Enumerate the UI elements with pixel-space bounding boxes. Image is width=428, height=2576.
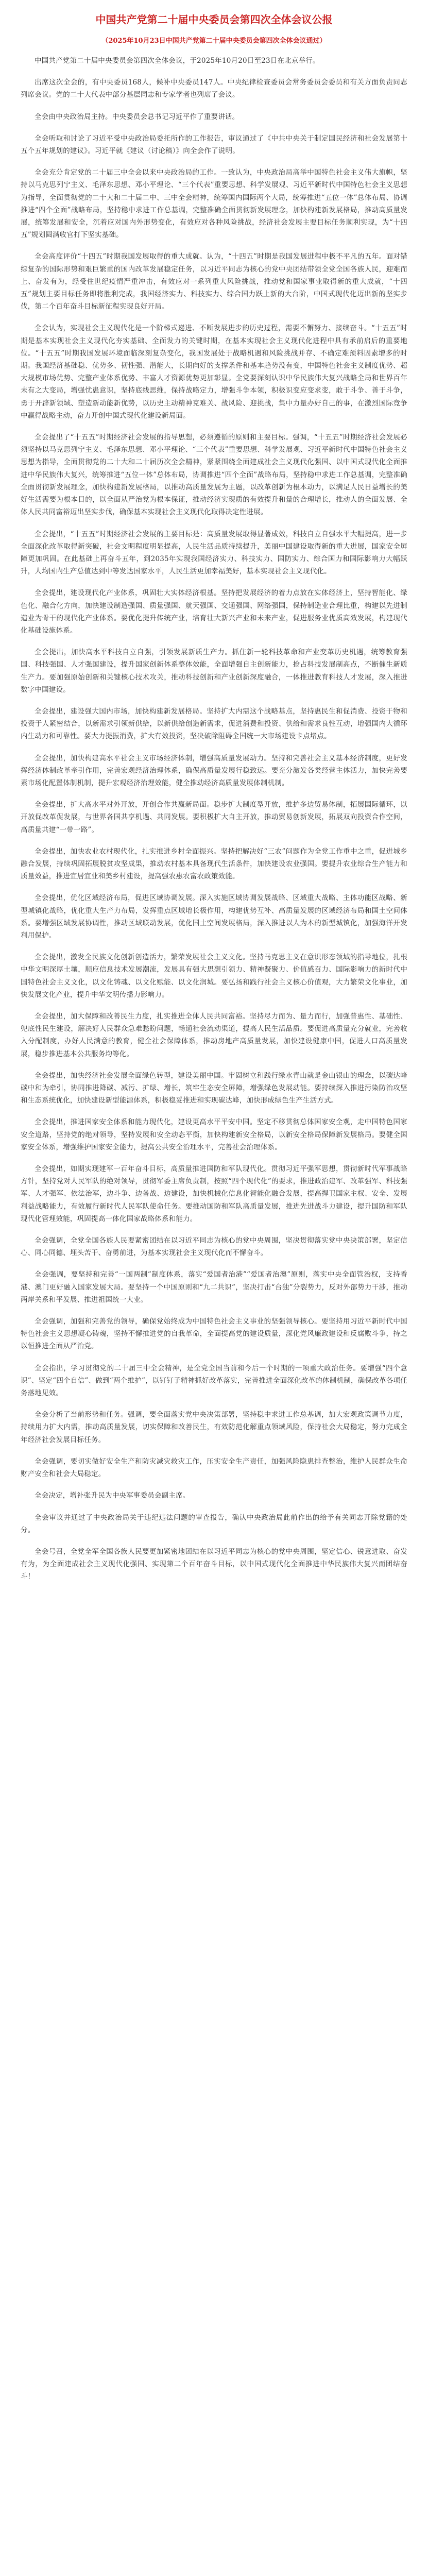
paragraph: 全会提出了“十五五”时期经济社会发展的指导思想，必须遵循的原则和主要目标。强调，“十五五”时期经济社会发展必须坚持以马克思列宁主义、毛泽东思想、邓小平理论、“三个代表”重要思想、科学发展观、习近平新时代中国特色社会主义思想为指导，全面贯彻党的二十大和二十届历次全会精神，紧紧围绕全面建成社会主义现代化强国、以中国式现代化全面推进中华民族伟大复兴，统筹推进“五位一体”总体布局，协调推进“四个全面”战略布局，坚持稳中求进工作总基调，完整准确全面贯彻新发展理念，加快构建新发展格局，以推动高质量发展为主题，以改革创新为根本动力，以满足人民日益增长的美好生活需要为根本目的，以全面从严治党为根本保证，推动经济实现质的有效提升和量的合理增长，推动人的全面发展、全体人民共同富裕迈出坚实步伐，确保基本实现社会主义现代化取得决定性进展。 — [21, 433, 407, 517]
paragraph: 全会提出，加大保障和改善民生力度，扎实推进全体人民共同富裕。坚持尽力而为、量力而行，加强普惠性、基础性、兜底性民生建设，解决好人民群众急难愁盼问题，畅通社会流动渠道，提高人民生活品质。要促进高质量充分就业，完善收入分配制度，办好人民满意的教育，健全社会保障体系，推动房地产高质量发展，加快建设健康中国，促进人口高质量发展，稳步推进基本公共服务均等化。 — [21, 1012, 407, 1058]
article-body — [21, 55, 407, 1583]
paragraph: 全会强调，全党全国各族人民要紧密团结在以习近平同志为核心的党中央周围，坚决贯彻落实党中央决策部署，坚定信心、同心同德、埋头苦干、奋勇前进，为基本实现社会主义现代化而不懈奋斗。 — [21, 1236, 407, 1258]
paragraph: 全会提出，如期实现建军一百年奋斗目标，高质量推进国防和军队现代化。贯彻习近平强军思想，贯彻新时代军事战略方针，坚持党对人民军队的绝对领导，贯彻军委主席负责制，按照“四个现代化”的要求，推进政治建军、改革强军、科技强军、人才强军、依法治军，边斗争、边备战、边建设，加快机械化信息化智能化融合发展，提高捍卫国家主权、安全、发展利益战略能力，有效履行新时代人民军队使命任务。要推动国防和军队高质量发展，推进先进战斗力建设，提升国防和军队现代化管理效能，巩固提高一体化国家战略体系和能力。 — [21, 1165, 407, 1223]
paragraph: 全会提出，加快农业农村现代化，扎实推进乡村全面振兴。坚持把解决好“三农”问题作为全党工作重中之重，促进城乡融合发展，持续巩固拓展脱贫攻坚成果，推动农村基本具备现代生活条件，加快建设农业强国。要提升农业综合生产能力和质量效益，推进宜居宜业和美乡村建设，提高强农惠农富农政策效能。 — [21, 847, 407, 881]
paragraph: 全会强调，要切实做好安全生产和防灾减灾救灾工作，压实安全生产责任，加强风险隐患排查整治，维护人民群众生命财产安全和社会大局稳定。 — [21, 1457, 407, 1479]
paragraph: 全会决定，增补张升民为中央军事委员会副主席。 — [35, 1492, 190, 1500]
paragraph: 全会提出，建设现代化产业体系，巩固壮大实体经济根基。坚持把发展经济的着力点放在实体经济上，坚持智能化、绿色化、融合化方向，加快建设制造强国、质量强国、航天强国、交通强国、网络强国，保持制造业合理比重，构建以先进制造业为骨干的现代化产业体系。要优化提升传统产业，培育壮大新兴产业和未来产业，促进服务业优质高效发展，构建现代化基础设施体系。 — [21, 589, 407, 635]
paragraph: 全会提出，扩大高水平对外开放，开创合作共赢新局面。稳步扩大制度型开放，维护多边贸易体制，拓展国际循环，以开放促改革促发展，与世界各国共享机遇、共同发展。要积极扩大自主开放，推动贸易创新发展，拓展双向投资合作空间，高质量共建“一带一路”。 — [21, 801, 407, 834]
article-title: 中国共产党第二十届中央委员会第四次全体会议公报 — [95, 13, 333, 26]
paragraph: 全会分析了当前形势和任务。强调，要全面落实党中央决策部署，坚持稳中求进工作总基调，加大宏观政策调节力度，持续用力扩大内需，推动高质量发展，切实保障和改善民生，有效防范化解重点领域风险，保持社会大局稳定，努力完成全年经济社会发展目标任务。 — [21, 1411, 407, 1444]
paragraph: 中国共产党第二十届中央委员会第四次全体会议，于2025年10月20日至23日在北京举行。 — [35, 57, 320, 65]
paragraph: 全会提出，“十五五”时期经济社会发展的主要目标是：高质量发展取得显著成效，科技自立自强水平大幅提高，进一步全面深化改革取得新突破，社会文明程度明显提高，人民生活品质持续提升，美丽中国建设取得新的重大进展，国家安全屏障更加巩固。在此基础上再奋斗五年，到2035年实现我国经济实力、科技实力、国防实力、综合国力和国际影响力大幅跃升，人均国内生产总值达到中等发达国家水平，人民生活更加幸福美好，基本实现社会主义现代化。 — [21, 530, 407, 576]
paragraph: 全会听取和讨论了习近平受中央政治局委托所作的工作报告，审议通过了《中共中央关于制定国民经济和社会发展第十五个五年规划的建议》。习近平就《建议（讨论稿）》向全会作了说明。 — [21, 134, 407, 156]
paragraph: 全会提出，加快经济社会发展全面绿色转型，建设美丽中国。牢固树立和践行绿水青山就是金山银山的理念，以碳达峰碳中和为牵引，协同推进降碳、减污、扩绿、增长，筑牢生态安全屏障，增强绿色发展动能。要持续深入推进污染防治攻坚和生态系统优化，加快建设新型能源体系，积极稳妥推进和实现碳达峰，加快形成绿色生产生活方式。 — [21, 1071, 407, 1105]
paragraph: 全会指出，学习贯彻党的二十届三中全会精神，是全党全国当前和今后一个时期的一项重大政治任务。要增强“四个意识”、坚定“四个自信”、做到“两个维护”，以钉钉子精神抓好改革落实，完善推进全面深化改革的体制机制，确保改革各项任务落地见效。 — [21, 1364, 407, 1398]
paragraph: 全会提出，加快高水平科技自立自强，引领发展新质生产力。抓住新一轮科技革命和产业变革历史机遇，统筹教育强国、科技强国、人才强国建设，提升国家创新体系整体效能，全面增强自主创新能力，抢占科技发展制高点，不断催生新质生产力。要加强原始创新和关键核心技术攻关，推动科技创新和产业创新深度融合，一体推进教育科技人才发展，深入推进数字中国建设。 — [21, 648, 407, 694]
paragraph: 全会认为，实现社会主义现代化是一个阶梯式递进、不断发展进步的历史过程，需要不懈努力、接续奋斗。“十五五”时期是基本实现社会主义现代化夯实基础、全面发力的关键时期，在基本实现社会主义现代化进程中具有承前启后的重要地位。“十五五”时期我国发展环境面临深刻复杂变化，我国发展处于战略机遇和风险挑战并存、不确定难预料因素增多的时期。我国经济基础稳、优势多、韧性强、潜能大，长期向好的支撑条件和基本趋势没有变，中国特色社会主义制度优势、超大规模市场优势、完整产业体系优势、丰富人才资源优势更加彰显。全党要深刻认识中华民族伟大复兴战略全局和世界百年未有之大变局，增强忧患意识，坚持底线思维，保持战略定力，增强斗争本领，积极识变应变求变，敢于斗争、善于斗争，勇于开辟新领域、塑造新动能新优势，以历史主动精神克难关、战风险、迎挑战，集中力量办好自己的事，在激烈国际竞争中赢得战略主动，奋力开创中国式现代化建设新局面。 — [21, 324, 407, 420]
paragraph: 全会提出，建设强大国内市场，加快构建新发展格局。坚持扩大内需这个战略基点，坚持惠民生和促消费、投资于物和投资于人紧密结合，以新需求引领新供给，以新供给创造新需求，促进消费和投资、供给和需求良性互动，增强国内大循环内生动力和可靠性。要大力提振消费，扩大有效投资，坚决破除阻碍全国统一大市场建设卡点堵点。 — [21, 707, 407, 741]
paragraph: 全会提出，推进国家安全体系和能力现代化，建设更高水平平安中国。坚定不移贯彻总体国家安全观，走中国特色国家安全道路，坚持党的绝对领导，坚持发展和安全动态平衡，加快构建新安全格局，以新安全格局保障新发展格局。要健全国家安全体系，增强维护国家安全能力，提高公共安全治理水平，完善社会治理体系。 — [21, 1118, 407, 1151]
paragraph: 全会提出，激发全民族文化创新创造活力，繁荣发展社会主义文化。坚持马克思主义在意识形态领域的指导地位，扎根中华文明深厚土壤，顺应信息技术发展潮流，发展具有强大思想引领力、精神凝聚力、价值感召力、国际影响力的新时代中国特色社会主义文化，以文化铸魂、以文化赋能、以文化润城。要弘扬和践行社会主义核心价值观，大力繁荣文化事业，加快发展文化产业，提升中华文明传播力影响力。 — [21, 953, 407, 999]
paragraph: 全会提出，加快构建高水平社会主义市场经济体制，增强高质量发展动力。坚持和完善社会主义基本经济制度，更好发挥经济体制改革牵引作用，完善宏观经济治理体系，确保高质量发展行稳致远。要充分激发各类经营主体活力，加快完善要素市场化配置体制机制，提升宏观经济治理效能，健全推动经济高质量发展体制机制。 — [21, 754, 407, 787]
paragraph: 全会强调，要坚持和完善“一国两制”制度体系，落实“爱国者治港”“爱国者治澳”原则，落实中央全面管治权，支持香港、澳门更好融入国家发展大局。要坚持一个中国原则和“九二共识”，坚决打击“台独”分裂势力，反对外部势力干涉，推动两岸关系和平发展、推进祖国统一大业。 — [21, 1270, 407, 1304]
paragraph: 全会充分肯定党的二十届三中全会以来中央政治局的工作。一致认为，中央政治局高举中国特色社会主义伟大旗帜，坚持以马克思列宁主义、毛泽东思想、邓小平理论、“三个代表”重要思想、科学发展观、习近平新时代中国特色社会主义思想为指导，全面贯彻党的二十大和二十届二中、三中全会精神，统筹国内国际两个大局，统筹推进“五位一体”总体布局、协调推进“四个全面”战略布局，坚持稳中求进工作总基调，完整准确全面贯彻新发展理念，加快构建新发展格局，推动高质量发展，统筹发展和安全，沉着应对国内外形势变化，有效应对各种风险挑战，经济社会发展主要目标任务顺利实现，为“十四五”规划圆满收官打下坚实基础。 — [21, 168, 407, 240]
paragraph: 全会号召，全党全军全国各族人民要更加紧密地团结在以习近平同志为核心的党中央周围，坚定信心、锐意进取、奋发有为，为全面建成社会主义现代化强国、实现第二个百年奋斗目标，以中国式现代化全面推进中华民族伟大复兴而团结奋斗！ — [21, 1547, 407, 1581]
paragraph: 全会审议并通过了中央政治局关于违纪违法问题的审查报告，确认中央政治局此前作出的给予有关同志开除党籍的处分。 — [21, 1513, 407, 1534]
paragraph: 全会强调，加强和完善党的领导，确保党始终成为中国特色社会主义事业的坚强领导核心。要坚持用习近平新时代中国特色社会主义思想凝心铸魂，坚持不懈推进党的自我革命，全面提高党的建设质量，深化党风廉政建设和反腐败斗争，持之以恒推进全面从严治党。 — [21, 1317, 407, 1351]
paragraph: 全会高度评价“十四五”时期我国发展取得的重大成就。认为，“十四五”时期是我国发展进程中极不平凡的五年。面对错综复杂的国际形势和艰巨繁重的国内改革发展稳定任务，以习近平同志为核心的党中央团结带领全党全国各族人民，迎难而上、奋发有为，经受住世纪疫情严重冲击，有效应对一系列重大风险挑战，推动党和国家事业取得新的重大成就，“十四五”规划主要目标任务即将胜利完成，我国经济实力、科技实力、综合国力跃上新的大台阶，中国式现代化迈出新的坚实步伐，第二个百年奋斗目标新征程实现良好开局。 — [21, 252, 407, 311]
paragraph: 全会提出，优化区域经济布局，促进区域协调发展。深入实施区域协调发展战略、区域重大战略、主体功能区战略、新型城镇化战略，优化重大生产力布局，发挥重点区域增长极作用，构建优势互补、高质量发展的区域经济布局和国土空间体系。要增强区域发展协调性，推动区域联动发展，优化国土空间发展格局，深入推进以人为本的新型城镇化，加强海洋开发利用保护。 — [21, 894, 407, 940]
paragraph: 全会由中央政治局主持。中央委员会总书记习近平作了重要讲话。 — [35, 112, 239, 121]
article-subtitle: （2025年10月23日中国共产党第二十届中央委员会第四次全体会议通过） — [101, 37, 327, 45]
paragraph: 出席这次全会的，有中央委员168人，候补中央委员147人。中央纪律检查委员会常务委员会委员和有关方面负责同志列席会议。党的二十大代表中部分基层同志和专家学者也列席了会议。 — [21, 78, 407, 99]
